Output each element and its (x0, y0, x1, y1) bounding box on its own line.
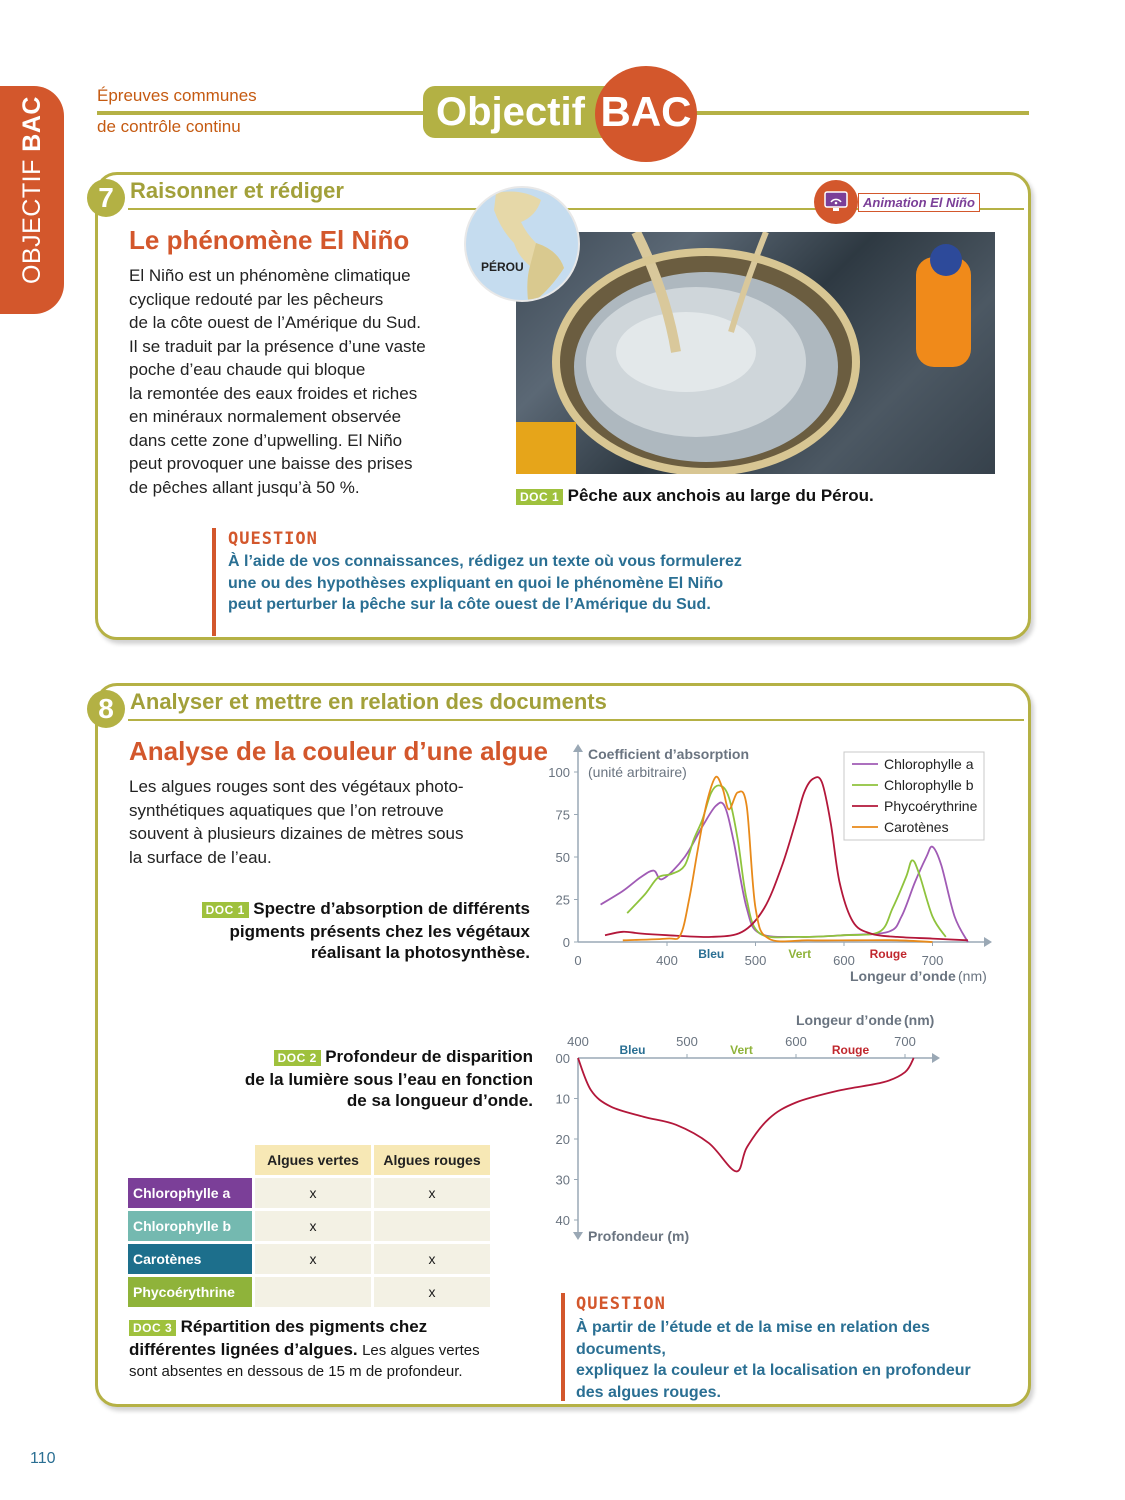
depth-chart (540, 1005, 1000, 1255)
color-band-label: Vert (788, 947, 812, 961)
pigment-table (125, 1142, 493, 1310)
color-band-label: Vert (730, 1043, 753, 1057)
y-tick-label: 10 (555, 1091, 570, 1107)
exercise-8-number: 8 (87, 690, 125, 728)
doc1-tag: DOC 1 (516, 489, 563, 505)
page-number: 110 (30, 1450, 56, 1467)
bac-label: BAC (600, 88, 692, 135)
exercise-7-title: Le phénomène El Niño (129, 225, 410, 255)
y-tick-label: 20 (555, 1132, 570, 1147)
x-tick-label: 700 (894, 1034, 916, 1049)
x-tick-label: 500 (676, 1034, 698, 1049)
exercise-8-body: Les algues rouges sont des végétaux photo- synthétiques aquatiques que l’on retrouve souvent à plusieurs dizaines de mètres sous la surface de l’eau. (129, 777, 464, 867)
animation-link[interactable]: Animation El Niño (858, 193, 980, 212)
objectif-label: Objectif (436, 90, 585, 134)
chart1-xlabel: Longeur d’onde (850, 968, 956, 984)
exercise-8-question-title: QUESTION (576, 1294, 666, 1314)
exercise-8-doc1-caption: DOC 1 Spectre d’absorption de différents pigments présents chez les végétaux réalisant la photosynthèse. (150, 898, 530, 963)
exercise-8-section-title: Analyser et mettre en relation des documents (130, 689, 607, 714)
exercise-7-question-text: À l’aide de vos connaissances, rédigez un texte où vous formulerez une ou des hypothèses expliquant en quoi le phénomène El Niño peut perturber la pêche sur la côte ouest de l’Amérique du Sud. (228, 553, 742, 613)
peru-map-label: PÉROU (481, 260, 524, 274)
x-tick-label: 400 (567, 1034, 589, 1049)
peru-globe-map (464, 186, 580, 302)
y-tick-label: 0 (562, 935, 570, 950)
animation-badge[interactable] (814, 180, 858, 224)
chart1-ylabel-unit: (unité arbitraire) (588, 764, 687, 780)
absorption-spectrum-chart (540, 740, 1000, 990)
color-band-label: Bleu (619, 1043, 646, 1057)
chart2-ylabel: Profondeur (m) (588, 1228, 690, 1244)
legend-label: Chlorophylle a (884, 756, 974, 772)
y-axis-arrow (573, 1232, 583, 1240)
x-axis-arrow (984, 937, 992, 947)
y-tick-label: 100 (548, 765, 570, 780)
screen-wifi-icon (814, 180, 858, 224)
color-band-label: Rouge (831, 1043, 870, 1057)
x-tick-label: 600 (833, 953, 855, 968)
exercise-7-doc1-caption-row (516, 486, 874, 506)
exercise-7-question-title: QUESTION (228, 529, 318, 549)
y-tick-label: 30 (555, 1172, 570, 1188)
y-tick-label: 75 (555, 807, 570, 823)
y-tick-label: 00 (555, 1051, 570, 1066)
pigment-distribution-table (125, 1142, 493, 1310)
exercise-8-question-bar (561, 1293, 565, 1401)
depth-line (578, 1058, 914, 1171)
y-tick-label: 40 (555, 1213, 570, 1228)
exercise-8-doc2-caption: DOC 2 Profondeur de disparition de la lumière sous l’eau en fonction de sa longueur d’onde. (244, 1047, 533, 1110)
table-header-red: Algues rouges (374, 1145, 490, 1175)
x-tick-label: 500 (744, 953, 767, 968)
x-tick-label: 400 (656, 953, 678, 968)
ex8-doc3-tag: DOC 3 (129, 1320, 176, 1336)
exercise-7-body: El Niño est un phénomène climatique cyclique redouté par les pêcheurs de la côte ouest de l’Amérique du Sud. Il se traduit par la présence d’une vaste poche d’eau chaude qui bloque la remontée des eaux froides et riches en minéraux normalement observée dans cette zone d’upwelling. El Niño peut provoquer une baisse des prises de pêches allant jusqu’à 50 %. (129, 266, 426, 497)
x-tick-label: 600 (785, 1034, 807, 1049)
exercise-7-section-title: Raisonner et rédiger (130, 178, 344, 203)
ex8-doc1-tag: DOC 1 (202, 902, 249, 918)
exercise-8-question-text: À partir de l’étude et de la mise en relation des documents, expliquez la couleur et la localisation en profondeur des algues rouges. (576, 1319, 971, 1401)
legend-label: Carotènes (884, 819, 949, 835)
y-tick-label: 50 (555, 850, 570, 865)
x-axis-arrow (932, 1053, 940, 1063)
chart1-xlabel-unit: (nm) (958, 968, 987, 984)
chart2-xlabel-unit: (nm) (904, 1012, 935, 1028)
x-tick-label: 0 (574, 953, 582, 968)
exercise-8-title: Analyse de la couleur d’une algue (129, 736, 549, 766)
header-subtitle-line1: Épreuves communes (97, 86, 257, 105)
chart1-ylabel: Coefficient d’absorption (588, 746, 749, 762)
legend-label: Phycoérythrine (884, 798, 978, 814)
table-header-green: Algues vertes (255, 1145, 371, 1175)
table-row: Chlorophylle a x x (128, 1178, 490, 1208)
table-row: Carotènes x x (128, 1244, 490, 1274)
legend-label: Chlorophylle b (884, 777, 974, 793)
side-tab-label: OBJECTIF BAC (18, 96, 46, 284)
ex8-doc2-tag: DOC 2 (274, 1050, 321, 1066)
color-band-label: Rouge (869, 947, 907, 961)
table-row: Phycoérythrine x (128, 1277, 490, 1307)
header-subtitle-line2: de contrôle continu (97, 117, 241, 136)
table-row: Chlorophylle b x (128, 1211, 490, 1241)
exercise-8-title-rule (128, 719, 1024, 721)
exercise-7-number: 7 (87, 179, 125, 217)
americas-map-illustration (466, 188, 578, 300)
chart2-xlabel: Longeur d’onde (796, 1012, 902, 1028)
y-axis-arrow (573, 744, 583, 752)
y-tick-label: 25 (555, 892, 570, 908)
anchovy-fishing-photo (516, 232, 995, 474)
fishing-photo-illustration (516, 232, 995, 474)
color-band-label: Bleu (698, 947, 725, 961)
doc1-caption: Pêche aux anchois au large du Pérou. (567, 486, 874, 505)
exercise-8-doc3-caption: DOC 3 Répartition des pigments chez différentes lignées d’algues. Les algues vertes sont absentes en dessous de 15 m de profondeur. (129, 1317, 480, 1380)
exercise-7-question-bar (212, 528, 216, 636)
x-tick-label: 700 (921, 953, 944, 968)
